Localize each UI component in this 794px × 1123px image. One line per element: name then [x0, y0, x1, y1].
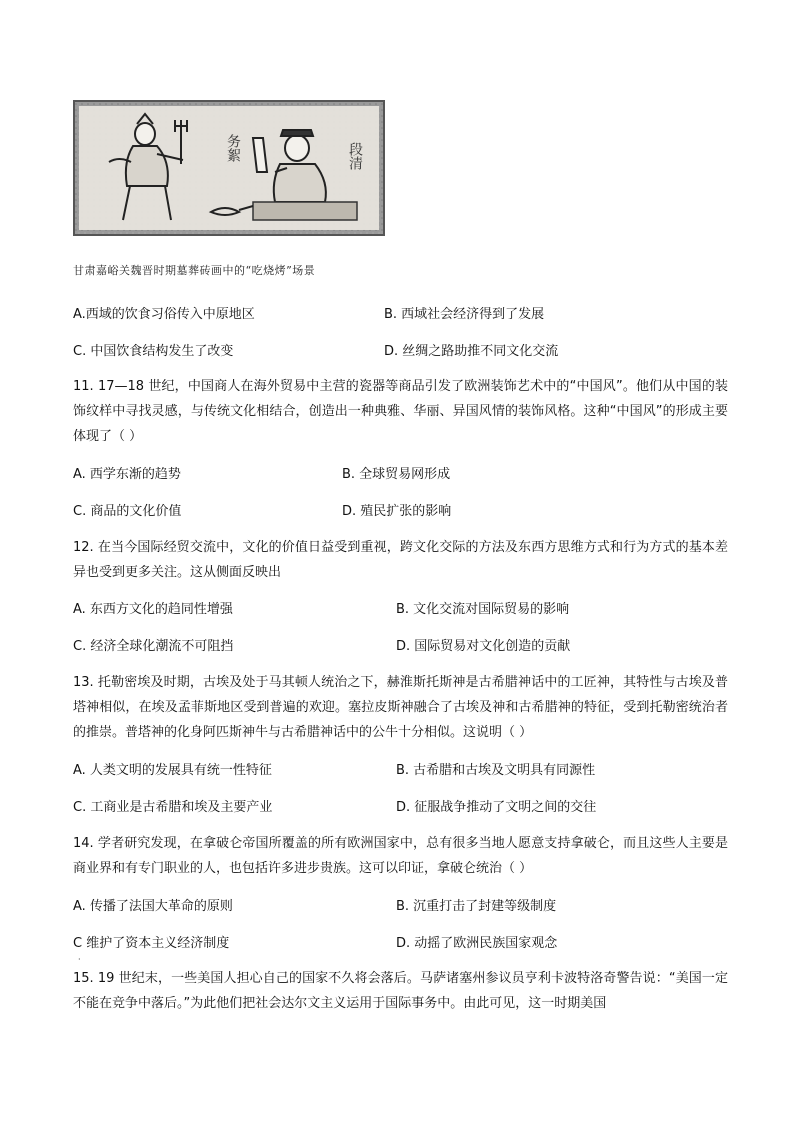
q13-option-d[interactable]: D. 征服战争推动了文明之间的交往 [396, 800, 597, 815]
tomb-brick-painting [73, 100, 385, 236]
q13-option-b[interactable]: B. 古希腊和古埃及文明具有同源性 [396, 763, 596, 778]
q11-option-d[interactable]: D. 殖民扩张的影响 [342, 504, 452, 519]
q11-option-c[interactable]: C. 商品的文化价值 [73, 504, 182, 519]
q14-option-b[interactable]: B. 沉重打击了封建等级制度 [396, 899, 557, 914]
q14-option-d[interactable]: D. 动摇了欧洲民族国家观念 [396, 936, 558, 951]
inscription-right: 段清 [347, 142, 363, 170]
q11-stem: 11. 17—18 世纪，中国商人在海外贸易中主营的瓷器等商品引发了欧洲装饰艺术中的“中国风”。他们从中国的装饰纹样中寻找灵感，与传统文化相结合，创造出一种典雅、华丽、异国风情的装饰风格。这种“中国风”的形成主要体现了（ ） [73, 379, 728, 444]
q14-option-c[interactable]: C 维护了资本主义经济制度 [73, 936, 230, 951]
q10-option-a[interactable]: A.西域的饮食习俗传入中原地区 [73, 307, 255, 322]
stray-mark: · [78, 955, 81, 964]
figure-caption: 甘肃嘉峪关魏晋时期墓葬砖画中的“吃烧烤”场景 [73, 264, 316, 277]
q12-option-c[interactable]: C. 经济全球化潮流不可阻挡 [73, 639, 234, 654]
q10-option-b[interactable]: B. 西域社会经济得到了发展 [384, 307, 545, 322]
q12-stem: 12. 在当今国际经贸交流中，文化的价值日益受到重视，跨文化交际的方法及东西方思维方式和行为方式的基本差异也受到更多关注。这从侧面反映出 [73, 540, 728, 580]
q12-option-d[interactable]: D. 国际贸易对文化创造的贡献 [396, 639, 571, 654]
q13-option-c[interactable]: C. 工商业是古希腊和埃及主要产业 [73, 800, 273, 815]
q15-stem: 15. 19 世纪末，一些美国人担心自己的国家不久将会落后。马萨诸塞州参议员亨利卡波特洛奇警告说：“美国一定不能在竞争中落后。”为此他们把社会达尔文主义运用于国际事务中。由此可见，这一时期美国 [73, 971, 728, 1011]
q13-stem: 13. 托勒密埃及时期，古埃及处于马其顿人统治之下，赫淮斯托斯神是古希腊神话中的工匠神，其特性与古埃及普塔神相似，在埃及孟菲斯地区受到普遍的欢迎。塞拉皮斯神融合了古埃及神和古希腊神的特征，受到托勒密统治者的推崇。普塔神的化身阿匹斯神牛与古希腊神话中的公牛十分相似。这说明（ ） [73, 675, 728, 740]
q11-option-b[interactable]: B. 全球贸易网形成 [342, 467, 451, 482]
q14-stem: 14. 学者研究发现，在拿破仑帝国所覆盖的所有欧洲国家中，总有很多当地人愿意支持拿破仑，而且这些人主要是商业界和有专门职业的人，也包括许多进步贵族。这可以印证，拿破仑统治（ ） [73, 836, 728, 876]
q10-option-c[interactable]: C. 中国饮食结构发生了改变 [73, 344, 234, 359]
q11-option-a[interactable]: A. 西学东渐的趋势 [73, 467, 181, 482]
q12-option-b[interactable]: B. 文化交流对国际贸易的影响 [396, 602, 570, 617]
q12-option-a[interactable]: A. 东西方文化的趋同性增强 [73, 602, 233, 617]
q10-option-d[interactable]: D. 丝绸之路助推不同文化交流 [384, 344, 559, 359]
q14-option-a[interactable]: A. 传播了法国大革命的原则 [73, 899, 233, 914]
q13-option-a[interactable]: A. 人类文明的发展具有统一性特征 [73, 763, 272, 778]
inscription-left: 务絮 [225, 134, 241, 162]
